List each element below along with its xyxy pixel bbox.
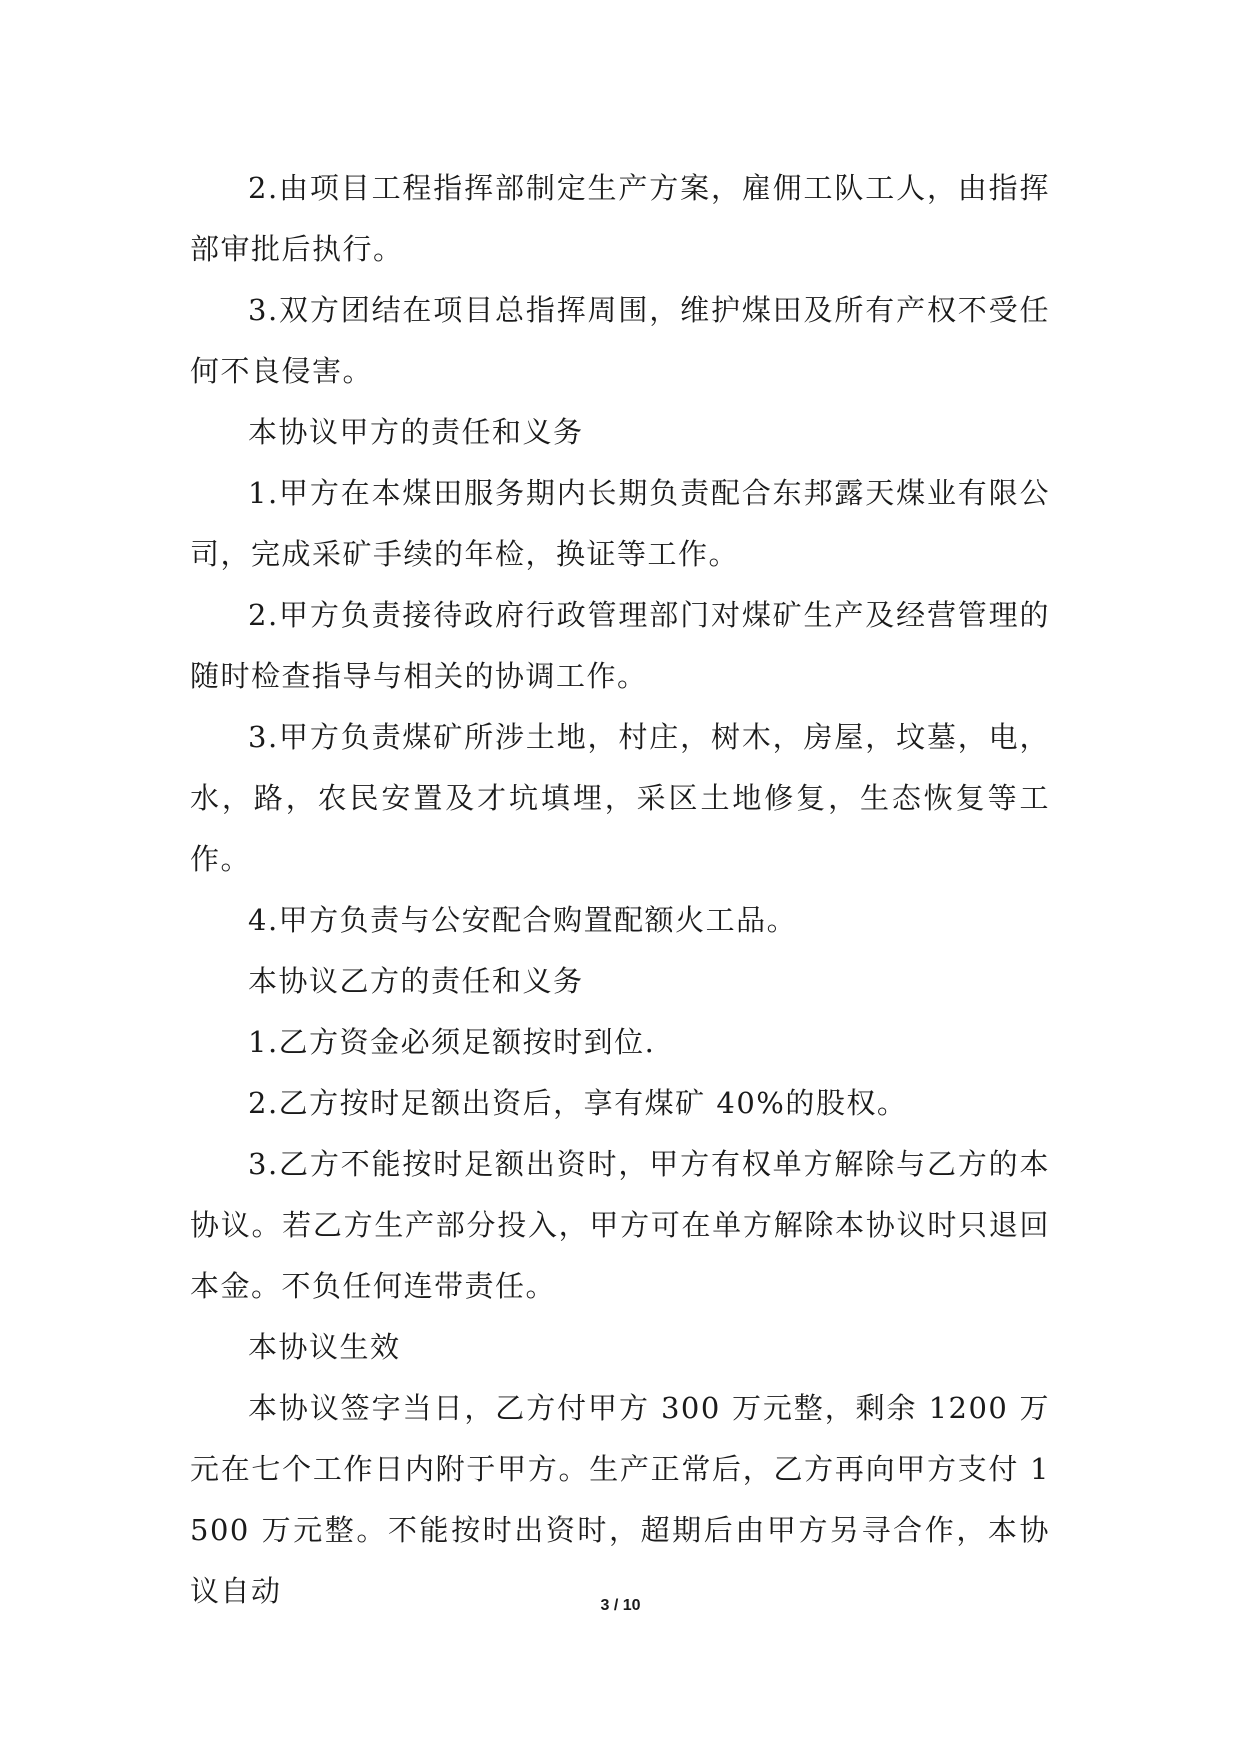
- party-a-item-1: 1.甲方在本煤田服务期内长期负责配合东邦露天煤业有限公司，完成采矿手续的年检，换证等工作。: [190, 476, 1050, 571]
- page-number: 3 / 10: [600, 1597, 641, 1614]
- party-a-item-4: 4.甲方负责与公安配合购置配额火工品。: [248, 903, 798, 937]
- party-a-item-3: 3.甲方负责煤矿所涉土地，村庄，树木，房屋，坟墓，电，水，路，农民安置及才坑填埋，采区土地修复，生态恢复等工作。: [190, 720, 1050, 876]
- effective-terms-paragraph: 本协议签字当日，乙方付甲方 300 万元整，剩余 1200 万元在七个工作日内附于甲方。生产正常后，乙方再向甲方支付 1500 万元整。不能按时出资时，超期后由甲方另寻合作，本协议自动: [190, 1391, 1050, 1608]
- party-a-item-2: 2.甲方负责接待政府行政管理部门对煤矿生产及经营管理的随时检查指导与相关的协调工作。: [190, 598, 1050, 693]
- section-heading-party-a: 本协议甲方的责任和义务: [248, 415, 584, 449]
- party-b-item-2: 2.乙方按时足额出资后，享有煤矿 40%的股权。: [248, 1086, 908, 1120]
- paragraph-item-3: 3.双方团结在项目总指挥周围，维护煤田及所有产权不受任何不良侵害。: [190, 293, 1050, 388]
- section-heading-party-b: 本协议乙方的责任和义务: [248, 964, 584, 998]
- party-b-item-1: 1.乙方资金必须足额按时到位.: [248, 1025, 656, 1059]
- section-heading-effective: 本协议生效: [248, 1330, 401, 1364]
- paragraph-item-2: 2.由项目工程指挥部制定生产方案，雇佣工队工人，由指挥部审批后执行。: [190, 171, 1050, 266]
- document-body: [190, 158, 1050, 1622]
- party-b-item-3: 3.乙方不能按时足额出资时，甲方有权单方解除与乙方的本协议。若乙方生产部分投入，甲方可在单方解除本协议时只退回本金。不负任何连带责任。: [190, 1147, 1050, 1303]
